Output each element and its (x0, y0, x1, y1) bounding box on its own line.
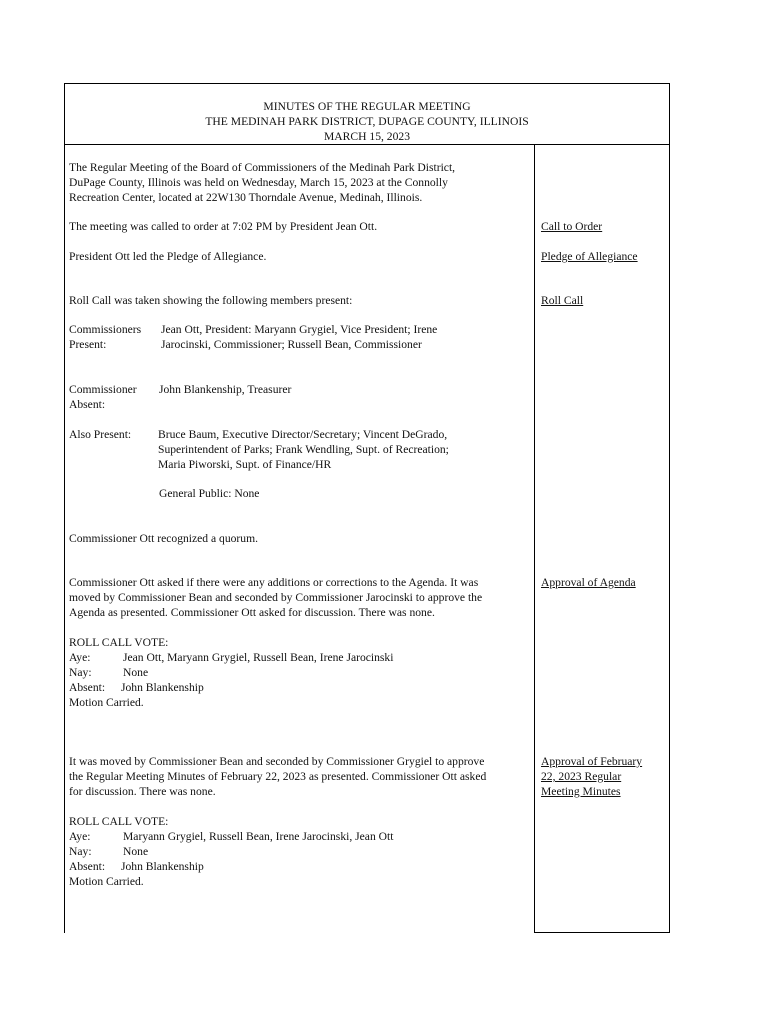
intro-line: DuPage County, Illinois was held on Wednesday, March 15, 2023 at the Connolly (69, 176, 448, 189)
table-right-border (669, 83, 670, 933)
vote-nay: None (123, 845, 149, 858)
present-label: Commissioners (69, 323, 142, 336)
intro-line: Recreation Center, located at 22W130 Thorndale Avenue, Medinah, Illinois. (69, 191, 423, 204)
minutes-motion: the Regular Meeting Minutes of February 22, 2023 as presented. Commissioner Ott asked (69, 770, 487, 783)
roll-call-text: Roll Call was taken showing the following members present: (69, 294, 353, 307)
vote-result: Motion Carried. (69, 875, 144, 888)
vote-aye: Maryann Grygiel, Russell Bean, Irene Jarocinski, Jean Ott (123, 830, 394, 843)
sidebar-call-to-order: Call to Order (541, 220, 603, 233)
table-left-border (64, 83, 65, 933)
header-date: MARCH 15, 2023 (324, 130, 410, 143)
agenda-motion: Commissioner Ott asked if there were any additions or corrections to the Agenda. It was (69, 576, 479, 589)
sidebar-divider (534, 144, 535, 933)
agenda-motion: Agenda as presented. Commissioner Ott asked for discussion. There was none. (69, 606, 435, 619)
present-names: Jarocinski, Commissioner; Russell Bean, Commissioner (161, 338, 422, 351)
absent-label: Commissioner (69, 383, 137, 396)
vote-absent: John Blankenship (121, 681, 204, 694)
vote-absent: John Blankenship (121, 860, 204, 873)
present-names: Jean Ott, President: Maryann Grygiel, Vice President; Irene (161, 323, 438, 336)
vote-absent-label: Absent: (69, 860, 106, 873)
header-title: MINUTES OF THE REGULAR MEETING (263, 100, 471, 113)
present-label: Present: (69, 338, 107, 351)
pledge-text: President Ott led the Pledge of Allegiance. (69, 250, 267, 263)
quorum-text: Commissioner Ott recognized a quorum. (69, 532, 259, 545)
also-present-names: Bruce Baum, Executive Director/Secretary; Vincent DeGrado, (158, 428, 448, 441)
also-present-names: Superintendent of Parks; Frank Wendling, Supt. of Recreation; (158, 443, 449, 456)
agenda-motion: moved by Commissioner Bean and seconded by Commissioner Jarocinski to approve the (69, 591, 483, 604)
general-public: General Public: None (159, 487, 260, 500)
vote-aye: Jean Ott, Maryann Grygiel, Russell Bean, Irene Jarocinski (123, 651, 394, 664)
also-present-names: Maria Piworski, Supt. of Finance/HR (158, 458, 332, 471)
absent-label: Absent: (69, 398, 106, 411)
intro-line: The Regular Meeting of the Board of Commissioners of the Medinah Park District, (69, 161, 456, 174)
vote-title: ROLL CALL VOTE: (69, 815, 169, 828)
sidebar-roll-call: Roll Call (541, 294, 584, 307)
sidebar-bottom-border (534, 932, 670, 933)
vote-nay-label: Nay: (69, 666, 92, 679)
vote-aye-label: Aye: (69, 651, 91, 664)
sidebar-approval-minutes: Meeting Minutes (541, 785, 621, 798)
also-present-label: Also Present: (69, 428, 132, 441)
sidebar-approval-agenda: Approval of Agenda (541, 576, 636, 589)
header-district: THE MEDINAH PARK DISTRICT, DUPAGE COUNTY, ILLINOIS (205, 115, 529, 128)
sidebar-approval-minutes: Approval of February (541, 755, 643, 768)
call-to-order-text: The meeting was called to order at 7:02 PM by President Jean Ott. (69, 220, 378, 233)
sidebar-approval-minutes: 22, 2023 Regular (541, 770, 622, 783)
vote-nay-label: Nay: (69, 845, 92, 858)
vote-aye-label: Aye: (69, 830, 91, 843)
vote-nay: None (123, 666, 149, 679)
absent-names: John Blankenship, Treasurer (159, 383, 292, 396)
vote-result: Motion Carried. (69, 696, 144, 709)
header-divider (64, 144, 670, 145)
table-top-border (64, 83, 670, 84)
vote-absent-label: Absent: (69, 681, 106, 694)
minutes-motion: for discussion. There was none. (69, 785, 216, 798)
minutes-table (64, 83, 670, 933)
sidebar-pledge: Pledge of Allegiance (541, 250, 638, 263)
minutes-motion: It was moved by Commissioner Bean and seconded by Commissioner Grygiel to approve (69, 755, 485, 768)
vote-title: ROLL CALL VOTE: (69, 636, 169, 649)
